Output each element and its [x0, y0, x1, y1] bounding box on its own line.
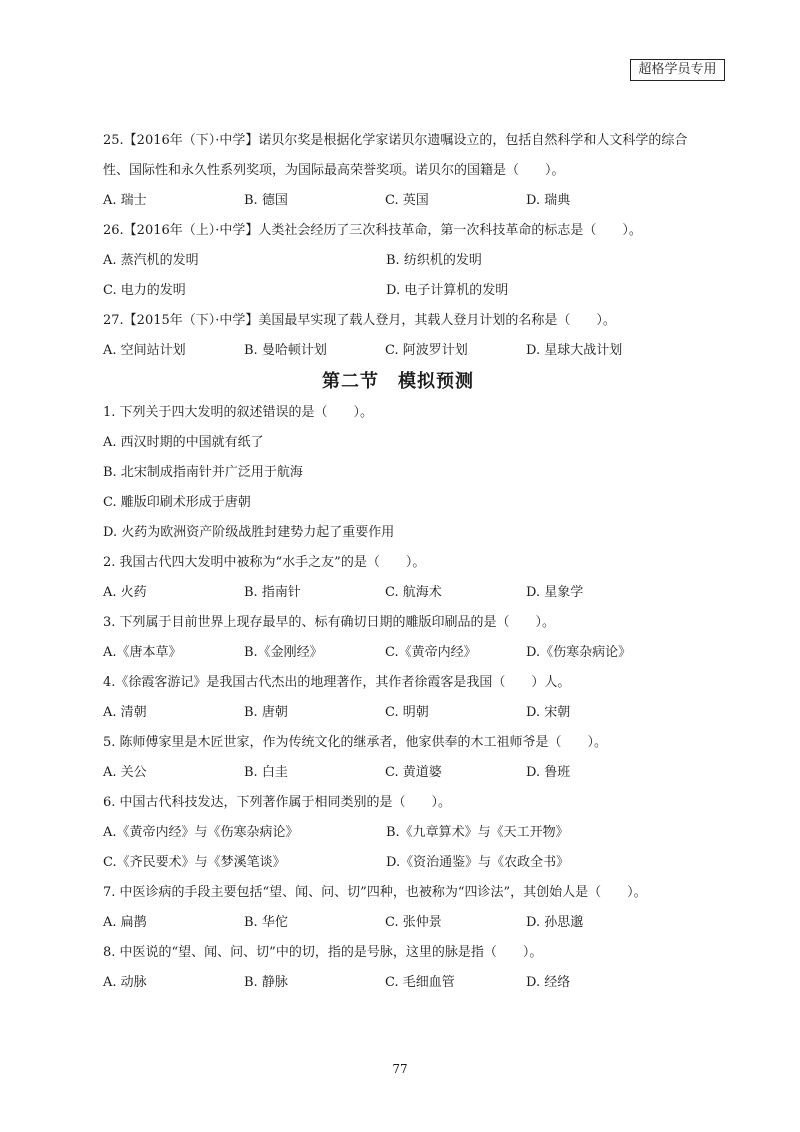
- option: D. 鲁班: [526, 765, 571, 780]
- option: C. 英国: [385, 193, 429, 208]
- option: A. 清朝: [103, 705, 147, 720]
- question-stem: 6. 中国古代科技发达，下列著作属于相同类别的是（ ）。: [103, 795, 452, 810]
- options-row: [103, 698, 693, 728]
- options-row: [103, 848, 693, 878]
- question-stem: 25.【2016年（下）·中学】诺贝尔奖是根据化学家诺贝尔遗嘱设立的，包括自然科学和人文科学的综合性、国际性和永久性系列奖项，为国际最高荣誉奖项。诺贝尔的国籍是（ ）。: [103, 133, 688, 178]
- option: D. 宋朝: [526, 705, 571, 720]
- question-stem: 3. 下列属于目前世界上现存最早的、标有确切日期的雕版印刷品的是（ ）。: [103, 615, 556, 630]
- option: D. 瑞典: [526, 193, 571, 208]
- option: A. 蒸汽机的发明: [103, 253, 199, 268]
- section-title: 第二节 模拟预测: [322, 371, 474, 392]
- option: D. 孙思邈: [526, 915, 584, 930]
- option: A. 空间站计划: [103, 343, 186, 358]
- options-row: [103, 758, 693, 788]
- option: D. 星球大战计划: [526, 343, 623, 358]
- options-row: [103, 336, 693, 366]
- page-number: 77: [392, 1062, 408, 1076]
- option: C. 阿波罗计划: [385, 343, 468, 358]
- option: A. 扁鹊: [103, 915, 147, 930]
- option: B. 北宋制成指南针并广泛用于航海: [103, 465, 303, 480]
- option: D. 火药为欧洲资产阶级战胜封建势力起了重要作用: [103, 525, 395, 540]
- question-content: [103, 126, 693, 998]
- option: C. 雕版印刷术形成于唐朝: [103, 495, 251, 510]
- option: A. 西汉时期的中国就有纸了: [103, 435, 264, 450]
- option: C. 明朝: [385, 705, 429, 720]
- option: D. 电子计算机的发明: [386, 283, 509, 298]
- option: B. 指南针: [244, 585, 301, 600]
- question-stem: 26.【2016年（上）·中学】人类社会经历了三次科技革命，第一次科技革命的标志是（ ）。: [103, 223, 642, 238]
- options-row: [103, 968, 693, 998]
- question-stem: 2. 我国古代四大发明中被称为“水手之友”的是（ ）。: [103, 555, 426, 570]
- options-row: [103, 818, 693, 848]
- option: B.《九章算术》与《天工开物》: [386, 825, 569, 840]
- options-row: [103, 246, 693, 276]
- option: A. 瑞士: [103, 193, 147, 208]
- option: B. 纺织机的发明: [386, 253, 482, 268]
- option: B. 曼哈顿计划: [244, 343, 327, 358]
- option: D. 经络: [526, 975, 571, 990]
- question-stem: 27.【2015年（下）·中学】美国最早实现了载人登月，其载人登月计划的名称是（ ）。: [103, 313, 616, 328]
- option: C.《黄帝内经》: [385, 645, 477, 660]
- option: C. 电力的发明: [103, 283, 186, 298]
- options-row: [103, 908, 693, 938]
- options-row: [103, 186, 693, 216]
- option: A. 关公: [103, 765, 147, 780]
- question-stem: 5. 陈师傅家里是木匠世家，作为传统文化的继承者，他家供奉的木工祖师爷是（ ）。: [103, 735, 608, 750]
- option: B. 静脉: [244, 975, 288, 990]
- question-stem: 1. 下列关于四大发明的叙述错误的是（ ）。: [103, 405, 374, 420]
- option: C. 航海术: [385, 585, 442, 600]
- question-stem: 4.《徐霞客游记》是我国古代杰出的地理著作，其作者徐霞客是我国（ ）人。: [103, 675, 571, 690]
- option: B. 白圭: [244, 765, 288, 780]
- header-label: 超格学员专用: [630, 59, 725, 81]
- option: A.《唐本草》: [103, 645, 182, 660]
- option: A. 动脉: [103, 975, 147, 990]
- options-row: [103, 276, 693, 306]
- option: C. 毛细血管: [385, 975, 455, 990]
- option: C. 张仲景: [385, 915, 442, 930]
- question-stem: 8. 中医说的“望、闻、问、切”中的切，指的是号脉，这里的脉是指（ ）。: [103, 945, 543, 960]
- option: C. 黄道婆: [385, 765, 442, 780]
- option: C.《齐民要术》与《梦溪笔谈》: [103, 855, 286, 870]
- option: B. 德国: [244, 193, 288, 208]
- option: B. 华佗: [244, 915, 288, 930]
- option: D. 星象学: [526, 585, 584, 600]
- option: D.《资治通鉴》与《农政全书》: [386, 855, 570, 870]
- option: B. 唐朝: [244, 705, 288, 720]
- option: A. 火药: [103, 585, 147, 600]
- options-row: [103, 578, 693, 608]
- option: A.《黄帝内经》与《伤寒杂病论》: [103, 825, 299, 840]
- option: B.《金刚经》: [244, 645, 323, 660]
- question-stem: 7. 中医诊病的手段主要包括“望、闻、问、切”四种，也被称为“四诊法”，其创始人是（ ）。: [103, 885, 647, 900]
- options-row: [103, 638, 693, 668]
- option: D.《伤寒杂病论》: [526, 645, 632, 660]
